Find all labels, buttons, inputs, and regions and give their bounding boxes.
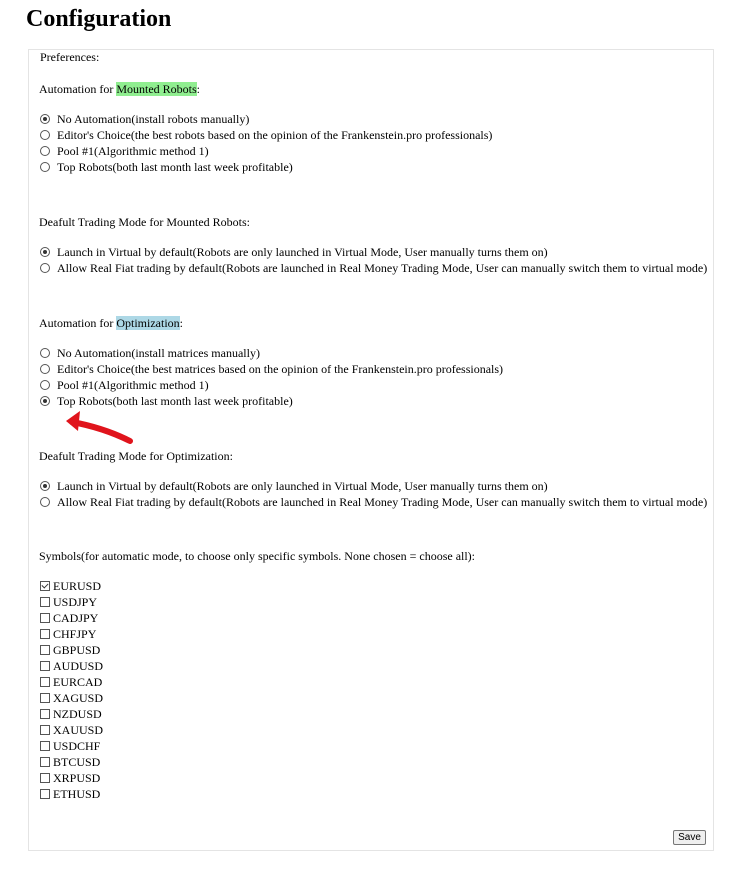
- automation-mounted-option-2[interactable]: [40, 127, 492, 143]
- automation-mounted-option-4[interactable]: [40, 159, 293, 175]
- automation-mounted-option-1[interactable]: [40, 111, 249, 127]
- red-arrow-icon: [60, 404, 136, 448]
- symbol-checkbox-gbpusd[interactable]: [40, 642, 100, 658]
- checkbox[interactable]: [40, 629, 50, 639]
- radio-button[interactable]: [40, 497, 50, 507]
- automation-optimization-label: [39, 315, 183, 331]
- page-title: Configuration: [26, 6, 172, 32]
- radio-label: Editor's Choice(the best matrices based on the opinion of the Frankenstein.pro professionals): [57, 362, 504, 376]
- radio-label: Allow Real Fiat trading by default(Robots are launched in Real Money Trading Mode, User can manually switch them to virtual mode): [57, 495, 708, 509]
- symbol-checkbox-usdchf[interactable]: [40, 738, 100, 754]
- label-prefix: Automation for: [39, 82, 117, 96]
- checkbox-label: XRPUSD: [53, 771, 101, 785]
- checkbox-label: BTCUSD: [53, 755, 101, 769]
- symbol-checkbox-cadjpy[interactable]: [40, 610, 98, 626]
- symbols-label: Symbols(for automatic mode, to choose only specific symbols. None chosen = choose all):: [39, 549, 476, 563]
- automation-optimization-option-2[interactable]: [40, 361, 503, 377]
- radio-label: Top Robots(both last month last week profitable): [57, 160, 293, 174]
- checkbox-label: EURUSD: [53, 579, 102, 593]
- radio-label: Pool #1(Algorithmic method 1): [57, 378, 209, 392]
- symbol-checkbox-usdjpy[interactable]: [40, 594, 97, 610]
- checkbox-label: EURCAD: [53, 675, 103, 689]
- automation-optimization-option-3[interactable]: [40, 377, 209, 393]
- checkbox-label: GBPUSD: [53, 643, 101, 657]
- label-prefix: Automation for: [39, 316, 117, 330]
- checkbox[interactable]: [40, 597, 50, 607]
- radio-button[interactable]: [40, 364, 50, 374]
- trading-mode-mounted-option-2[interactable]: [40, 260, 707, 276]
- save-button[interactable]: Save: [673, 830, 706, 845]
- symbol-checkbox-xrpusd[interactable]: [40, 770, 100, 786]
- trading-mode-mounted-label: Deafult Trading Mode for Mounted Robots:: [39, 215, 250, 229]
- checkbox[interactable]: [40, 789, 50, 799]
- checkbox-label: XAGUSD: [53, 691, 104, 705]
- trading-mode-mounted-option-1[interactable]: [40, 244, 548, 260]
- checkbox[interactable]: [40, 725, 50, 735]
- trading-mode-optimization-option-2[interactable]: [40, 494, 707, 510]
- symbol-checkbox-eurcad[interactable]: [40, 674, 102, 690]
- radio-label: Pool #1(Algorithmic method 1): [57, 144, 209, 158]
- radio-label: Allow Real Fiat trading by default(Robots are launched in Real Money Trading Mode, User can manually switch them to virtual mode): [57, 261, 708, 275]
- checkbox[interactable]: [40, 661, 50, 671]
- symbol-checkbox-btcusd[interactable]: [40, 754, 100, 770]
- radio-button[interactable]: [40, 396, 50, 406]
- radio-label: No Automation(install robots manually): [57, 112, 250, 126]
- checkbox-label: CHFJPY: [53, 627, 97, 641]
- label-suffix: :: [196, 82, 201, 96]
- label-suffix: :: [179, 316, 183, 330]
- radio-button[interactable]: [40, 114, 50, 124]
- radio-button[interactable]: [40, 146, 50, 156]
- symbol-checkbox-xagusd[interactable]: [40, 690, 103, 706]
- checkbox[interactable]: [40, 677, 50, 687]
- automation-optimization-option-1[interactable]: [40, 345, 260, 361]
- trading-mode-optimization-label: Deafult Trading Mode for Optimization:: [39, 449, 233, 463]
- checkbox-label: XAUUSD: [53, 723, 104, 737]
- radio-label: Launch in Virtual by default(Robots are only launched in Virtual Mode, User manually turns them on): [57, 245, 548, 259]
- checkbox[interactable]: [40, 645, 50, 655]
- radio-button[interactable]: [40, 162, 50, 172]
- symbol-checkbox-eurusd[interactable]: [40, 578, 101, 594]
- radio-label: No Automation(install matrices manually): [57, 346, 260, 360]
- symbol-checkbox-audusd[interactable]: [40, 658, 103, 674]
- checkbox[interactable]: [40, 741, 50, 751]
- checkbox[interactable]: [40, 613, 50, 623]
- symbol-checkbox-nzdusd[interactable]: [40, 706, 102, 722]
- highlight-optimization: Optimization: [116, 316, 180, 330]
- checkbox-label: USDJPY: [53, 595, 98, 609]
- radio-button[interactable]: [40, 247, 50, 257]
- radio-label: Top Robots(both last month last week profitable): [57, 394, 293, 408]
- checkbox[interactable]: [40, 693, 50, 703]
- radio-button[interactable]: [40, 348, 50, 358]
- checkbox-label: AUDUSD: [53, 659, 104, 673]
- preferences-legend: Preferences:: [37, 50, 102, 64]
- checkbox-label: NZDUSD: [53, 707, 102, 721]
- radio-button[interactable]: [40, 263, 50, 273]
- checkbox[interactable]: [40, 757, 50, 767]
- automation-mounted-label: [39, 81, 200, 97]
- preferences-fieldset: [28, 49, 714, 851]
- radio-button[interactable]: [40, 481, 50, 491]
- checkbox-label: ETHUSD: [53, 787, 101, 801]
- checkbox-label: CADJPY: [53, 611, 99, 625]
- automation-mounted-option-3[interactable]: [40, 143, 209, 159]
- radio-label: Launch in Virtual by default(Robots are only launched in Virtual Mode, User manually turns them on): [57, 479, 548, 493]
- checkbox[interactable]: [40, 709, 50, 719]
- symbol-checkbox-chfjpy[interactable]: [40, 626, 96, 642]
- radio-button[interactable]: [40, 130, 50, 140]
- trading-mode-optimization-option-1[interactable]: [40, 478, 548, 494]
- checkbox[interactable]: [40, 581, 50, 591]
- radio-label: Editor's Choice(the best robots based on the opinion of the Frankenstein.pro professionals): [57, 128, 493, 142]
- symbol-checkbox-ethusd[interactable]: [40, 786, 100, 802]
- highlight-mounted-robots: Mounted Robots: [116, 82, 197, 96]
- symbol-checkbox-xauusd[interactable]: [40, 722, 103, 738]
- checkbox-label: USDCHF: [53, 739, 101, 753]
- checkbox[interactable]: [40, 773, 50, 783]
- radio-button[interactable]: [40, 380, 50, 390]
